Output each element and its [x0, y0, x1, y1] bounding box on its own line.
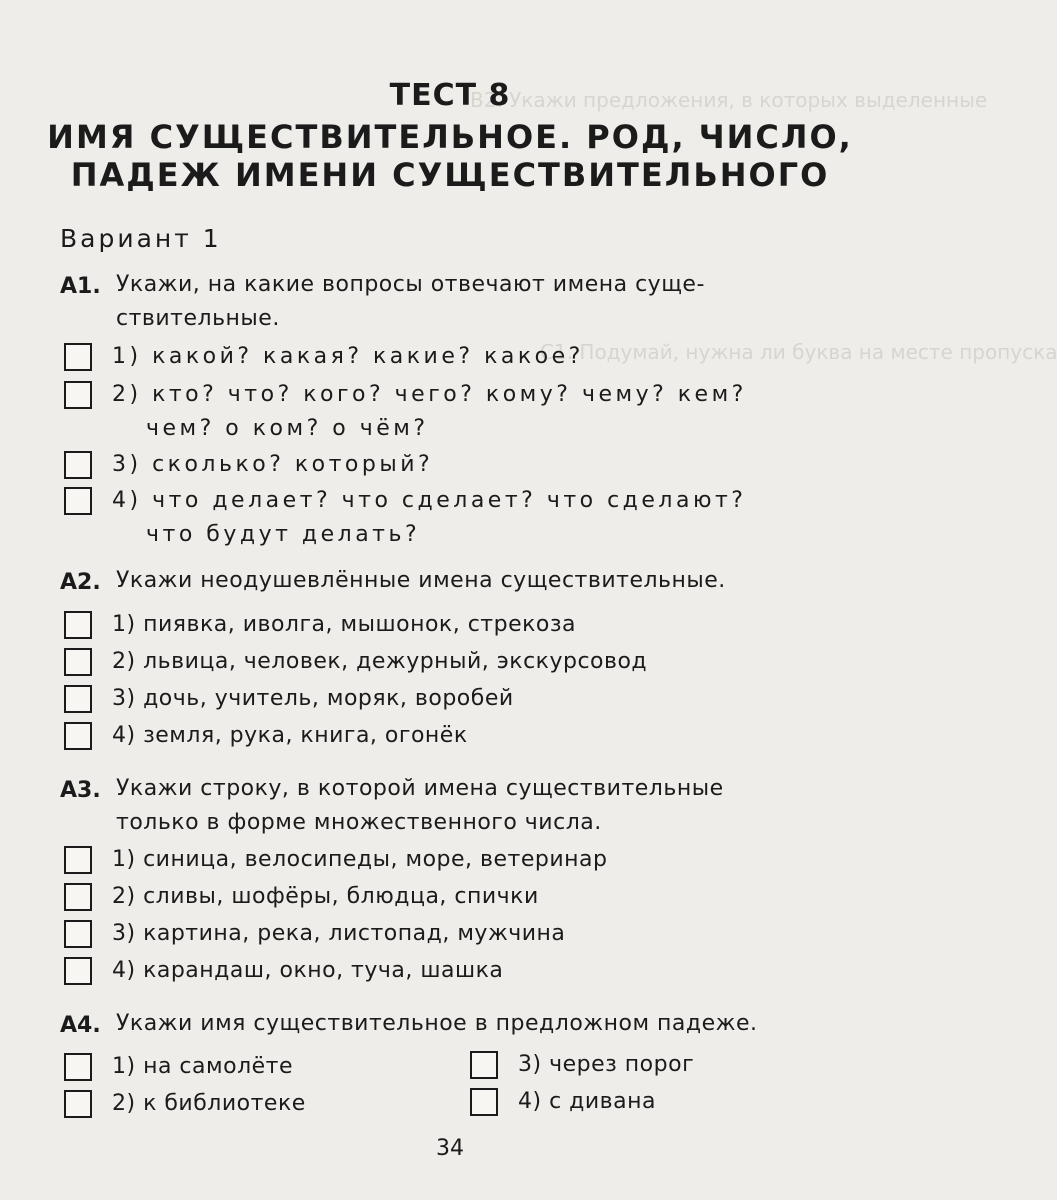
answer-checkbox[interactable] — [64, 343, 92, 371]
answer-option — [64, 719, 854, 753]
bleed-through-text: В2. Укажи предложения, в которых выделенные — [470, 88, 988, 112]
answer-option-line: 4) земля, рука, книга, огонёк — [112, 723, 468, 748]
answer-option — [470, 1048, 850, 1082]
answer-option — [64, 608, 854, 642]
answer-option-text — [112, 880, 539, 914]
answer-option-text — [112, 1050, 293, 1084]
answer-checkbox[interactable] — [470, 1088, 498, 1116]
answer-option — [64, 378, 854, 446]
page-number: 34 — [436, 1136, 464, 1161]
answer-option-line: 4) что делает? что сделает? что сделают? — [112, 488, 747, 513]
answer-checkbox[interactable] — [64, 920, 92, 948]
bleed-through-text: С1. Подумай, нужна ли буква на месте пропуска — [540, 340, 1057, 364]
answer-option-text — [112, 378, 747, 446]
answer-option — [64, 1087, 444, 1121]
variant-label: Вариант 1 — [60, 224, 222, 253]
answer-option-text — [112, 608, 576, 642]
answer-option — [64, 448, 854, 482]
question-text-line: ствительные. — [116, 306, 280, 331]
answer-option-line: 3) дочь, учитель, моряк, воробей — [112, 686, 514, 711]
question-number: А3. — [60, 778, 101, 803]
answer-option-line: 1) какой? какая? какие? какое? — [112, 344, 584, 369]
answer-option — [64, 645, 854, 679]
answer-option-line: что будут делать? — [146, 522, 421, 547]
question-text-line: только в форме множественного числа. — [116, 810, 602, 835]
question-text-line: Укажи неодушевлённые имена существительные. — [116, 568, 726, 593]
answer-checkbox[interactable] — [64, 846, 92, 874]
answer-option-text — [112, 340, 584, 374]
question-number: А2. — [60, 570, 101, 595]
answer-option-line: 1) пиявка, иволга, мышонок, стрекоза — [112, 612, 577, 637]
answer-checkbox[interactable] — [470, 1051, 498, 1079]
answer-checkbox[interactable] — [64, 381, 92, 409]
test-title: ТЕСТ 8 — [389, 78, 511, 113]
answer-checkbox[interactable] — [64, 1090, 92, 1118]
answer-option-text — [112, 1087, 306, 1121]
answer-option-text — [112, 645, 647, 679]
answer-option — [470, 1085, 850, 1119]
answer-checkbox[interactable] — [64, 648, 92, 676]
answer-checkbox[interactable] — [64, 1053, 92, 1081]
answer-option — [64, 880, 854, 914]
answer-option-line: чем? о ком? о чём? — [146, 416, 429, 441]
answer-checkbox[interactable] — [64, 883, 92, 911]
answer-option-line: 1) синица, велосипеды, море, ветеринар — [112, 847, 608, 872]
answer-option — [64, 1050, 444, 1084]
answer-option-text — [112, 682, 514, 716]
answer-option — [64, 917, 854, 951]
answer-option-line: 4) карандаш, окно, туча, шашка — [112, 958, 504, 983]
answer-option-text — [112, 954, 503, 988]
heading-line-2: ПАДЕЖ ИМЕНИ СУЩЕСТВИТЕЛЬНОГО — [70, 156, 830, 194]
answer-option-line: 2) львица, человек, дежурный, экскурсовод — [112, 649, 648, 674]
question-number: А4. — [60, 1013, 101, 1038]
heading-line-1: ИМЯ СУЩЕСТВИТЕЛЬНОЕ. РОД, ЧИСЛО, — [47, 118, 853, 156]
answer-option-line: 2) сливы, шофёры, блюдца, спички — [112, 884, 539, 909]
answer-checkbox[interactable] — [64, 685, 92, 713]
question-text-line: Укажи имя существительное в предложном падеже. — [116, 1011, 758, 1036]
answer-option-line: 4) с дивана — [518, 1089, 656, 1114]
answer-option-text — [112, 448, 433, 482]
question-text-line: Укажи строку, в которой имена существительные — [116, 776, 724, 801]
question-text — [116, 564, 846, 598]
answer-option-line: 3) картина, река, листопад, мужчина — [112, 921, 566, 946]
answer-option-text — [518, 1048, 694, 1082]
question-text — [116, 1007, 846, 1041]
answer-option-text — [518, 1085, 656, 1119]
answer-option-line: 1) на самолёте — [112, 1054, 294, 1079]
answer-option-text — [112, 843, 607, 877]
answer-option-line: 3) сколько? который? — [112, 452, 434, 477]
question-number: А1. — [60, 274, 101, 299]
answer-option-text — [112, 484, 746, 552]
answer-option — [64, 843, 854, 877]
answer-option — [64, 682, 854, 716]
answer-checkbox[interactable] — [64, 722, 92, 750]
question-text — [116, 772, 846, 840]
question-text-line: Укажи, на какие вопросы отвечают имена суще- — [116, 272, 705, 297]
answer-option-line: 3) через порог — [518, 1052, 695, 1077]
question-text — [116, 268, 846, 336]
answer-option — [64, 340, 854, 374]
answer-option-text — [112, 917, 565, 951]
answer-option — [64, 484, 854, 552]
answer-checkbox[interactable] — [64, 957, 92, 985]
answer-checkbox[interactable] — [64, 611, 92, 639]
answer-option-line: 2) кто? что? кого? чего? кому? чему? кем? — [112, 382, 747, 407]
answer-option — [64, 954, 854, 988]
answer-option-text — [112, 719, 468, 753]
answer-checkbox[interactable] — [64, 451, 92, 479]
answer-option-line: 2) к библиотеке — [112, 1091, 306, 1116]
answer-checkbox[interactable] — [64, 487, 92, 515]
